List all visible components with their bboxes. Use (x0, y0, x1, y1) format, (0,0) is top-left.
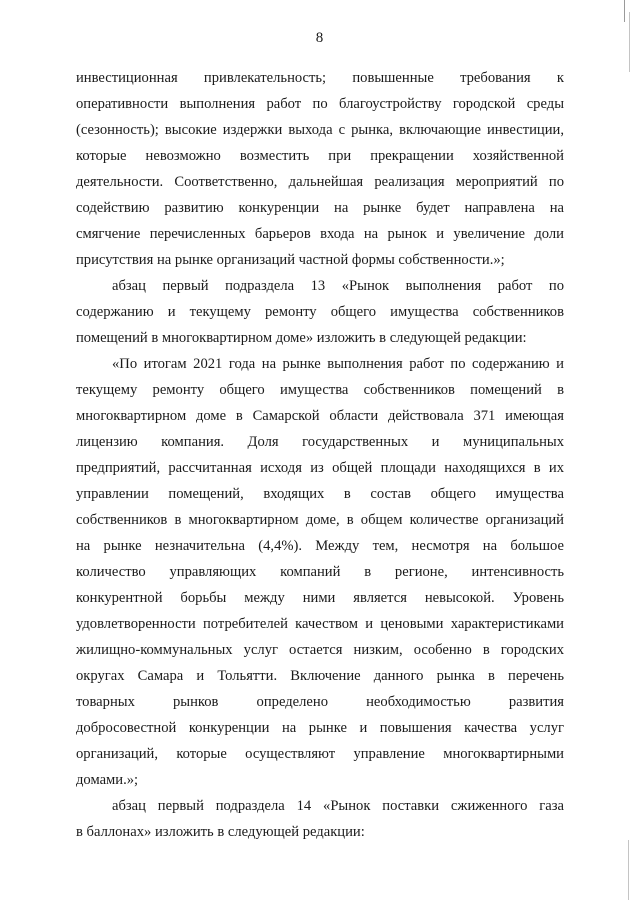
text-line: содержанию и текущему ремонту общего имущества собственников (76, 304, 564, 320)
text-line: организаций, которые осуществляют управление многоквартирными (76, 746, 564, 762)
scan-edge-mark (629, 12, 630, 72)
text-line: смягчение перечисленных барьеров входа на рынок и увеличение доли (76, 226, 564, 242)
page-number: 8 (315, 30, 324, 46)
text-line: которые невозможно возместить при прекращении хозяйственной (76, 148, 564, 164)
text-line: управлении помещений, входящих в состав общего имущества (76, 486, 564, 502)
text-line: в баллонах» изложить в следующей редакции: (76, 824, 365, 840)
text-line: многоквартирном доме в Самарской области действовала 371 имеющая (76, 408, 564, 424)
text-line: товарных рынков определено необходимостью развития (76, 694, 564, 710)
text-line: на рынке незначительна (4,4%). Между тем, несмотря на большое (76, 538, 564, 554)
text-line: домами.»; (76, 772, 139, 788)
text-line: абзац первый подраздела 13 «Рынок выполнения работ по (112, 278, 564, 294)
text-line: оперативности выполнения работ по благоустройству городской среды (76, 96, 564, 112)
text-line: абзац первый подраздела 14 «Рынок поставки сжиженного газа (112, 798, 564, 814)
text-line: деятельности. Соответственно, дальнейшая реализация мероприятий по (76, 174, 564, 190)
scan-edge-mark (628, 840, 629, 900)
text-line: предприятий, рассчитанная исходя из общей площади находящихся в их (76, 460, 564, 476)
text-line: конкурентной борьбы между ними является невысокой. Уровень (76, 590, 564, 606)
text-line: «По итогам 2021 года на рынке выполнения работ по содержанию и (112, 356, 564, 372)
text-line: добросовестной конкуренции на рынке и повышения качества услуг (76, 720, 564, 736)
text-line: жилищно-коммунальных услуг остается низким, особенно в городских (76, 642, 564, 658)
text-line: присутствия на рынке организаций частной формы собственности.»; (76, 252, 505, 268)
text-line: удовлетворенности потребителей качеством и ценовыми характеристиками (76, 616, 564, 632)
text-line: текущему ремонту общего имущества собственников помещений в (76, 382, 564, 398)
text-line: помещений в многоквартирном доме» изложить в следующей редакции: (76, 330, 527, 346)
text-line: инвестиционная привлекательность; повышенные требования к (76, 70, 564, 86)
text-line: собственников в многоквартирном доме, в общем количестве организаций (76, 512, 564, 528)
text-line: количество управляющих компаний в регионе, интенсивность (76, 564, 564, 580)
text-line: округах Самара и Тольятти. Включение данного рынка в перечень (76, 668, 564, 684)
text-line: (сезонность); высокие издержки выхода с рынка, включающие инвестиции, (76, 122, 564, 138)
text-line: содействию развитию конкуренции на рынке будет направлена на (76, 200, 564, 216)
scan-edge-mark (624, 0, 625, 22)
text-line: лицензию компания. Доля государственных и муниципальных (76, 434, 564, 450)
